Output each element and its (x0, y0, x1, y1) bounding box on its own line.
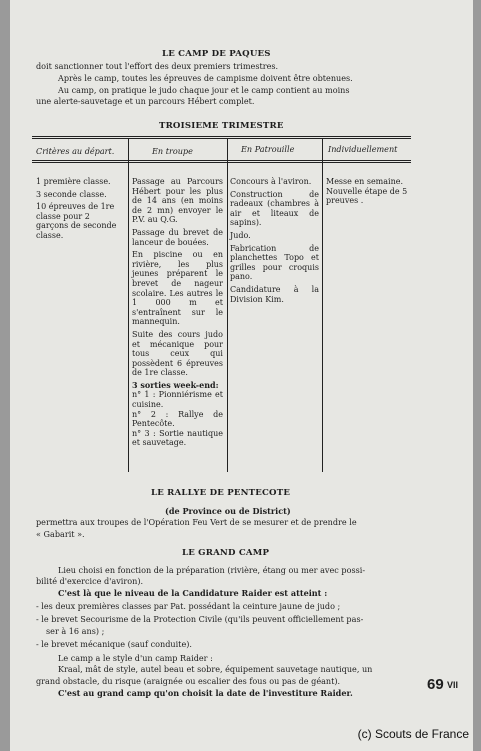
table-cell: 10 épreuves de 1re classe pour 2 garçons de seconde classe. (36, 202, 117, 240)
table-column-en-patrouille (230, 177, 319, 307)
paragraph-line: permettra aux troupes de l'Opération Feu Vert de se mesurer et de prendre le (36, 517, 357, 527)
table-cell: Concours à l'aviron. (230, 177, 312, 186)
table-column-divider (128, 138, 129, 472)
paragraph-line: Après le camp, toutes les épreuves de campisme doivent être obtenues. (58, 73, 353, 83)
table-cell: Suite des cours judo et mécanique pour tous ceux qui possèdent 6 épreuves de 1re classe. (132, 329, 223, 378)
paragraph-line-bold: C'est là que le niveau de la Candidature Raider est atteint : (58, 588, 328, 598)
list-item: - le brevet mécanique (sauf conduite). (36, 639, 192, 649)
table-header-criteres: Critères au départ. (36, 146, 115, 156)
table-column-individuellement (326, 177, 410, 209)
table-cell: n° 3 : Sortie nautique et sauvetage. (132, 428, 223, 448)
table-column-en-troupe (132, 177, 223, 448)
table-header-individuellement: Individuellement (328, 144, 398, 154)
list-item: - les deux premières classes par Pat. possédant la ceinture jaune de judo ; (36, 601, 341, 611)
table-cell: 3 seconde classe. (36, 189, 107, 199)
table-cell: Candidature à la Division Kim. (230, 284, 319, 304)
table-top-rule (32, 136, 411, 137)
paragraph-line: Le camp a le style d'un camp Raider : (58, 653, 213, 663)
paragraph-line: grand obstacle, du risque (araignée ou escalier des fous ou pas de géant). (36, 676, 341, 686)
table-cell: Messe en semaine. Nouvelle étape de 5 preuves . (326, 177, 408, 206)
paragraph-line-bold: C'est au grand camp qu'on choisit la date de l'investiture Raider. (58, 688, 353, 698)
page-section: VII (447, 680, 459, 690)
paragraph-line: bilité d'exercice d'aviron). (36, 576, 144, 586)
section-subtitle: (de Province ou de District) (165, 506, 291, 516)
table-column-divider (322, 138, 323, 472)
document-page (10, 0, 473, 751)
table-cell-subheading: 3 sorties week-end: (132, 379, 219, 390)
paragraph-line: Kraal, mât de style, autel beau et sobre, équipement sauvetage nautique, un (58, 664, 373, 674)
table-cell: Passage du brevet de lanceur de bouées. (132, 227, 223, 247)
table-header-en-troupe: En troupe (152, 146, 193, 156)
table-cell: En piscine ou en rivière, les plus jeunes préparent le brevet de nageur scolaire. Les autres le 1 000 m et s'entraînent sur le mannequin. (132, 250, 223, 327)
section-title-camp-paques: LE CAMP DE PAQUES (162, 49, 271, 59)
paragraph-line: « Gabarit ». (36, 529, 85, 539)
section-title-grand-camp: LE GRAND CAMP (182, 548, 270, 558)
table-cell: Construction de radeaux (chambres à air et liteaux de sapins). (230, 189, 319, 228)
table-header-rule-2 (32, 162, 411, 163)
page-number: 69 (427, 676, 444, 693)
paragraph-line: Au camp, on pratique le judo chaque jour et le camp contient au moins (58, 85, 350, 95)
table-cell: Judo. (230, 230, 251, 240)
table-header-rule (32, 160, 411, 161)
table-cell: n° 1 : Pionniérisme et cuisine. (132, 390, 223, 410)
list-item-continuation: ser à 16 ans) ; (46, 626, 105, 636)
table-top-rule-2 (32, 138, 411, 139)
section-title-rallye: LE RALLYE DE PENTECOTE (151, 488, 291, 498)
paragraph-line: doit sanctionner tout l'effort des deux premiers trimestres. (36, 61, 279, 71)
section-title-troisieme-trimestre: TROISIEME TRIMESTRE (159, 121, 284, 131)
paragraph-line: Lieu choisi en fonction de la préparation (rivière, étang ou mer avec possi- (58, 565, 366, 575)
table-column-divider (227, 138, 228, 472)
table-cell: n° 2 : Rallye de Pentecôte. (132, 409, 223, 429)
paragraph-line: une alerte-sauvetage et un parcours Hébert complet. (36, 96, 255, 106)
table-cell: Fabrication de planchettes Topo et grilles pour croquis pano. (230, 243, 319, 282)
table-header-en-patrouille: En Patrouille (241, 144, 295, 154)
copyright-watermark: (c) Scouts de France (357, 727, 469, 741)
list-item: - le brevet Secourisme de la Protection Civile (qu'ils peuvent officiellement pas- (36, 614, 364, 624)
table-cell: Passage au Parcours Hébert pour les plus de 14 ans (en moins de 2 mn) envoyer le P.V. au Q.G. (132, 177, 223, 225)
table-column-criteres (36, 177, 124, 244)
table-cell: 1 première classe. (36, 177, 111, 186)
